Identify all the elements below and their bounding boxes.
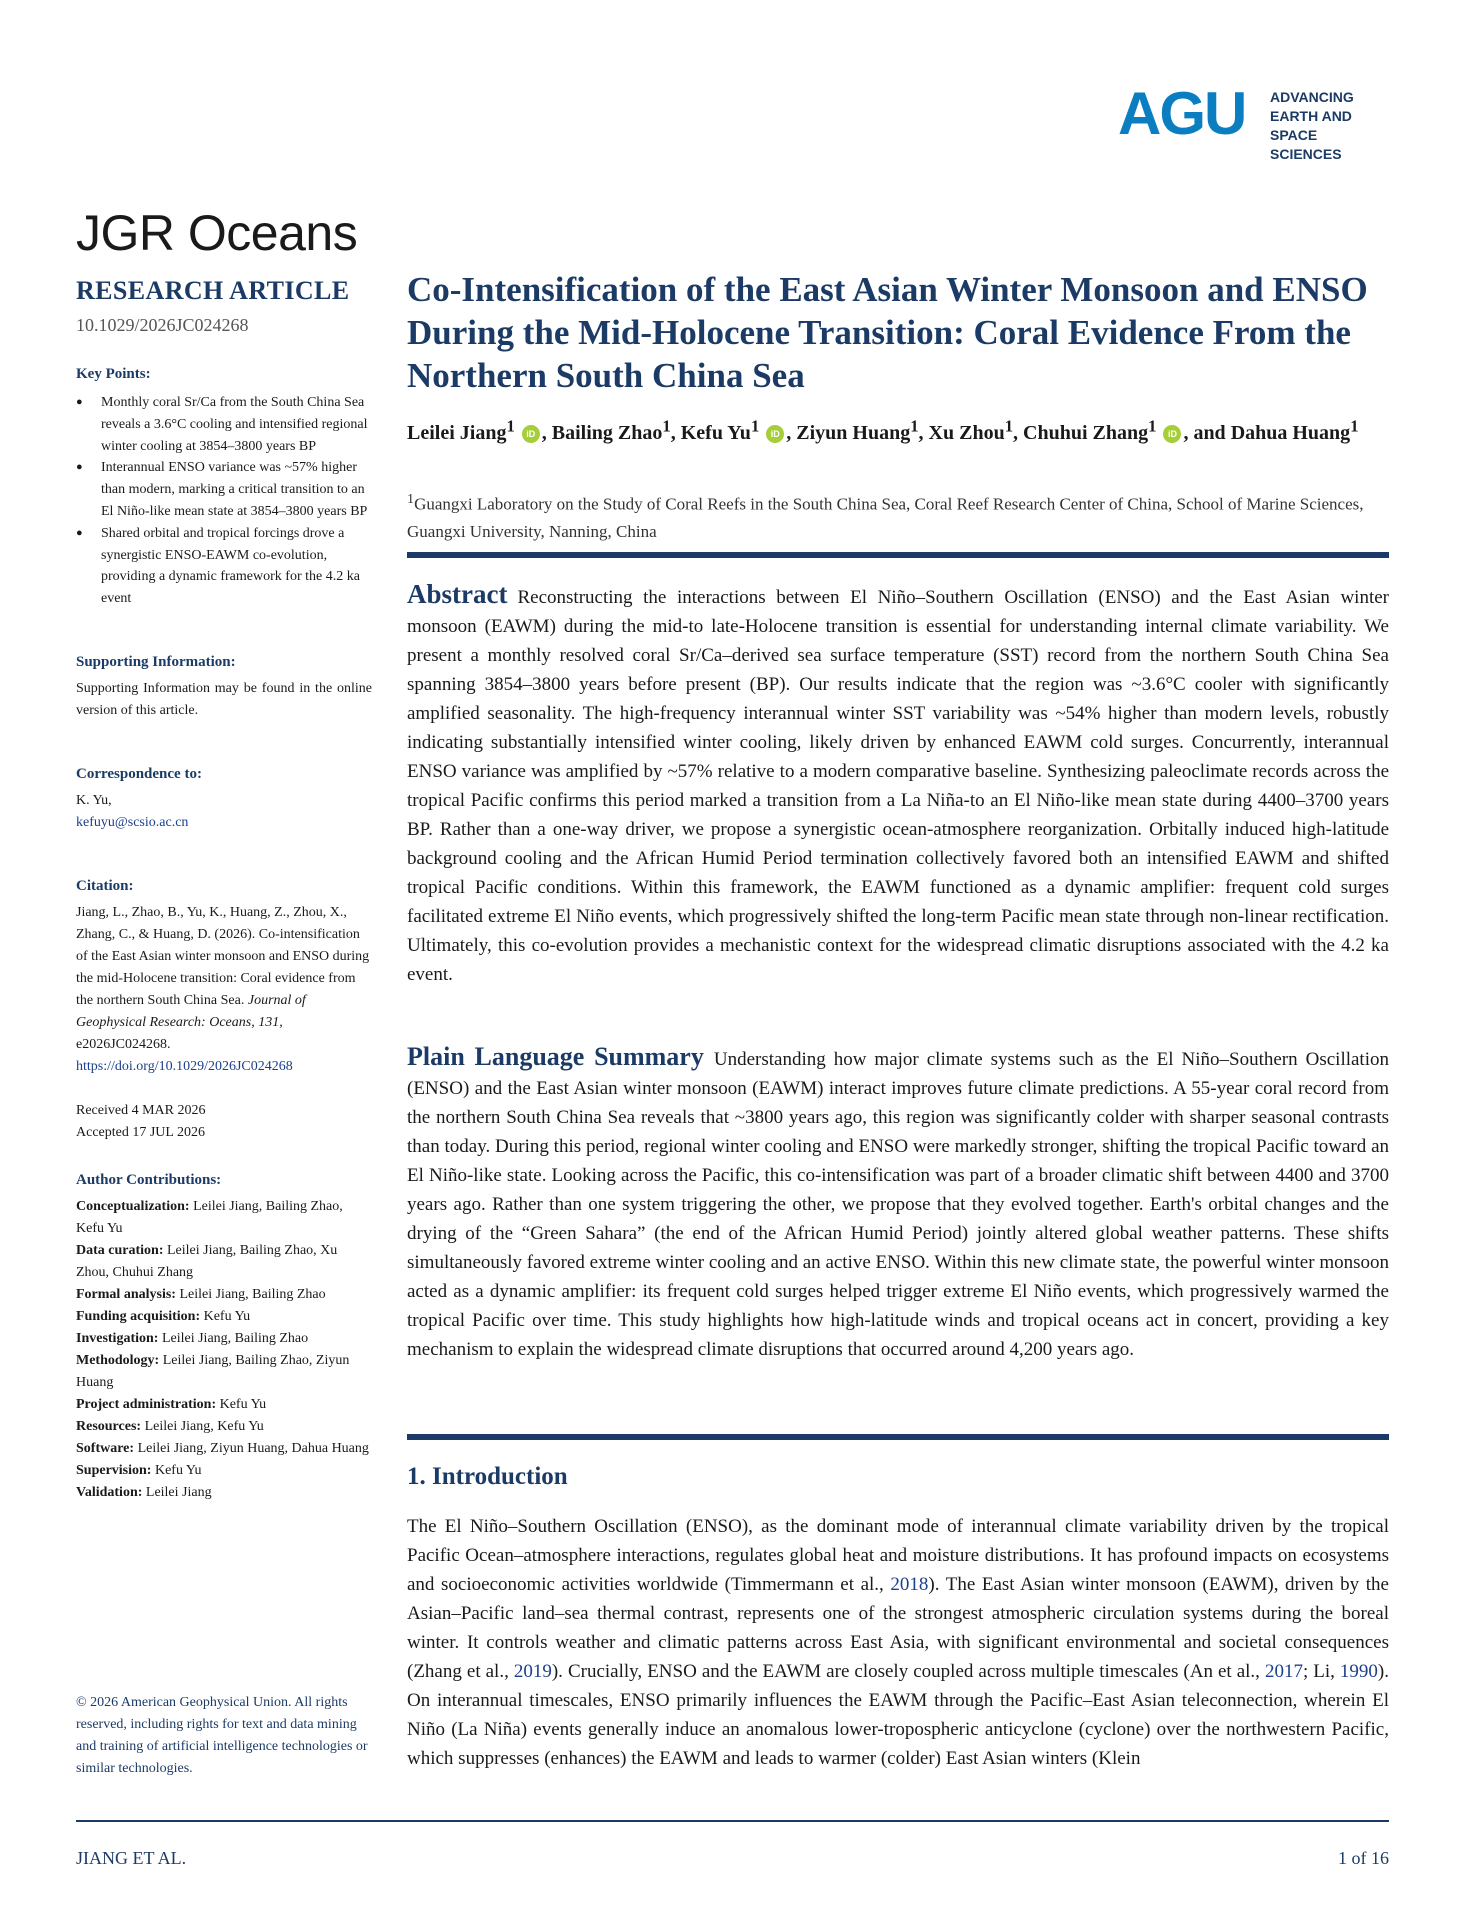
citation-doi-link[interactable]: https://doi.org/10.1029/2026JC024268 xyxy=(76,1058,293,1074)
reference-link[interactable]: 1990 xyxy=(1339,1661,1378,1682)
contribution-names: Leilei Jiang, Ziyun Huang, Dahua Huang xyxy=(134,1440,369,1456)
supporting-info-text: Supporting Information may be found in the online version of this article. xyxy=(76,680,372,718)
contribution-role: Methodology: xyxy=(76,1352,160,1368)
author-affiliation-marker: 1 xyxy=(506,416,515,435)
key-point: ● Interannual ENSO variance was ~57% higher than modern, marking a critical transition to an El Niño-like mean state at 3854–3800 years BP xyxy=(76,457,372,522)
author-affiliation-marker: 1 xyxy=(910,416,919,435)
author-affiliation-marker: 1 xyxy=(750,416,760,435)
author-name: Ziyun Huang xyxy=(796,421,911,444)
author-name: Bailing Zhao xyxy=(551,421,663,444)
author xyxy=(796,416,929,444)
contribution-role: Software: xyxy=(76,1440,135,1456)
author xyxy=(551,416,681,444)
affiliation-marker: 1 xyxy=(407,491,415,507)
contribution-role: Project administration: xyxy=(76,1396,217,1412)
section-divider xyxy=(407,1434,1389,1440)
contribution-names: Leilei Jiang, Bailing Zhao, Xu Zhou, Chuhui Zhang xyxy=(76,1242,338,1280)
orcid-icon[interactable]: iD xyxy=(522,425,540,443)
contribution-item xyxy=(76,1460,372,1482)
contribution-role: Investigation: xyxy=(76,1330,159,1346)
intro-text-run: ). The East Asian winter monsoon (EAWM), driven by the Asian–Pacific land–sea thermal contrast, represents one of the strongest atmospheric circulation systems during the boreal winter. It controls weather and climatic patterns across East Asia, with significant environmental and societal consequences (Zhang et al., xyxy=(407,1574,1389,1682)
footer-authors: JIANG ET AL. xyxy=(76,1848,187,1868)
contribution-role: Resources: xyxy=(76,1418,142,1434)
contribution-names: Leilei Jiang, Bailing Zhao, Kefu Yu xyxy=(76,1198,343,1236)
affiliation xyxy=(407,486,1389,545)
contribution-role: Validation: xyxy=(76,1484,143,1500)
author-affiliation-marker: 1 xyxy=(662,416,671,435)
author-affiliation-marker: 1 xyxy=(1004,416,1014,435)
author-name: Xu Zhou xyxy=(928,421,1005,444)
author xyxy=(407,416,552,444)
correspondence-name: K. Yu, xyxy=(76,792,112,808)
key-point: ● Shared orbital and tropical forcings drove a synergistic ENSO-EAWM co-evolution, providing a dynamic framework for the 4.2 ka event xyxy=(76,523,372,610)
received-date: Received 4 MAR 2026 xyxy=(76,1102,206,1118)
author-affiliation-marker: 1 xyxy=(1148,416,1157,435)
paper-title: Co-Intensification of the East Asian Winter Monsoon and ENSO During the Mid-Holocene Transition: Coral Evidence From the Northern South China Sea xyxy=(407,270,1368,395)
author xyxy=(1023,416,1231,444)
citation-block xyxy=(76,902,372,1078)
citation-text: Jiang, L., Zhao, B., Yu, K., Huang, Z., Zhou, X., Zhang, C., & Huang, D. (2026). Co-intensification of the East Asian winter monsoon and ENSO during the mid-Holocene transition: Coral evidence from the northern South China Sea. xyxy=(76,904,370,1008)
author-separator: , xyxy=(541,421,552,444)
agu-tagline-line: SPACE SCIENCES xyxy=(1270,127,1342,162)
author xyxy=(680,416,797,444)
correspondence-heading: Correspondence to: xyxy=(76,765,202,782)
contribution-item xyxy=(76,1240,372,1284)
contribution-names: Kefu Yu xyxy=(200,1308,251,1324)
author-separator: , xyxy=(670,421,681,444)
abstract-text: Reconstructing the interactions between El Niño–Southern Oscillation (ENSO) and the East Asian winter monsoon (EAWM) during the mid-to late-Holocene transition is essential for understanding internal climate variability. We present a monthly resolved coral Sr/Ca–derived sea surface temperature (SST) record from the northern South China Sea spanning 3854–3800 years before present (BP). Our results indicate that the region was ~3.6°C cooler with significantly amplified seasonality. The high-frequency interannual winter SST variability was ~54% higher than modern levels, robustly indicating substantially intensified winter cooling, likely driven by enhanced EAWM cold surges. Concurrently, interannual ENSO variance was amplified by ~57% relative to a modern comparative baseline. Synthesizing paleoclimate records across the tropical Pacific confirms this period marked a transition from a La Niña-to an El Niño-like mean state during 4400–3700 years BP. Rather than a one-way driver, we propose a synergistic ocean-atmosphere reorganization. Orbitally induced high-latitude background cooling and the African Humid Period termination collectively favored both an intensified EAWM and shifted tropical Pacific conditions. Within this framework, the EAWM functioned as a dynamic amplifier: frequent cold surges facilitated extreme El Niño events, which progressively shifted the long-term Pacific mean state through non-linear rectification. Ultimately, this co-evolution provides a mechanistic context for the widespread climatic disruptions associated with the 4.2 ka event. xyxy=(407,587,1389,985)
accepted-date: Accepted 17 JUL 2026 xyxy=(76,1124,205,1140)
pls-text: Understanding how major climate systems such as the El Niño–Southern Oscillation (ENSO) and the East Asian winter monsoon (EAWM) interact improves future climate predictions. A 55-year coral record from the northern South China Sea reveals that ~3800 years ago, this region was significantly colder with sharper seasonal contrasts than today. During this period, regional winter cooling and ENSO were markedly stronger, shifting the tropical Pacific toward an El Niño-like state. Looking across the Pacific, this co-intensification was part of a broader climatic shift between 4400 and 3700 years ago. Rather than one system triggering the other, we propose that they evolved together. Earth's orbital changes and the drying of the “Green Sahara” (the end of the African Humid Period) jointly altered global weather patterns. These shifts simultaneously favored extreme winter cooling and an active ENSO. Within this new climate state, the powerful winter monsoon acted as a dynamic amplifier: its frequent cold surges helped trigger extreme El Niño events, which progressively warmed the tropical Pacific over time. This study highlights how high-latitude winds and tropical oceans act in concert, providing a key mechanism to explain the widespread climate disruptions that occurred around 4,200 years ago. xyxy=(407,1049,1389,1360)
author-contributions-heading: Author Contributions: xyxy=(76,1171,222,1188)
correspondence-email[interactable]: kefuyu@scsio.ac.cn xyxy=(76,814,189,830)
author-list xyxy=(407,412,1389,447)
contribution-names: Leilei Jiang, Bailing Zhao, Ziyun Huang xyxy=(76,1352,350,1390)
author-separator: , xyxy=(786,421,797,444)
contribution-names: Leilei Jiang, Kefu Yu xyxy=(141,1418,264,1434)
contribution-item xyxy=(76,1328,372,1350)
orcid-icon[interactable]: iD xyxy=(766,425,784,443)
contribution-item xyxy=(76,1482,372,1504)
author-name: Chuhui Zhang xyxy=(1023,421,1149,444)
contribution-item xyxy=(76,1350,372,1394)
intro-text-run: ). On interannual timescales, ENSO primarily influences the EAWM through the Pacific–East Asian teleconnection, wherein El Niño (La Niña) events generally induce an anomalous lower-tropospheric anticyclone (cyclone) over the northwestern Pacific, which suppresses (enhances) the EAWM and leads to warmer (colder) East Asian winters (Klein xyxy=(407,1661,1389,1769)
abstract xyxy=(407,580,1389,989)
page-number: 1 of 16 xyxy=(1338,1848,1389,1868)
contribution-item xyxy=(76,1416,372,1438)
citation-id: e2026JC024268. xyxy=(76,1036,171,1052)
author-name: Dahua Huang xyxy=(1230,421,1351,444)
agu-logo xyxy=(1118,80,1390,162)
contribution-names: Leilei Jiang xyxy=(142,1484,212,1500)
contribution-item xyxy=(76,1306,372,1328)
author xyxy=(928,416,1024,444)
contribution-item xyxy=(76,1284,372,1306)
author-separator: , xyxy=(1013,421,1024,444)
footer-divider xyxy=(76,1820,1389,1822)
author-separator: , and xyxy=(1183,421,1231,444)
contribution-item xyxy=(76,1196,372,1240)
supporting-info-heading: Supporting Information: xyxy=(76,653,236,670)
contribution-item xyxy=(76,1394,372,1416)
citation-heading: Citation: xyxy=(76,877,134,894)
journal-title: JGR Oceans xyxy=(76,205,358,261)
contribution-role: Funding acquisition: xyxy=(76,1308,201,1324)
author-name: Kefu Yu xyxy=(680,421,751,444)
agu-tagline-line: ADVANCING xyxy=(1270,89,1354,105)
contribution-role: Supervision: xyxy=(76,1462,152,1478)
author-contributions-list xyxy=(76,1196,372,1504)
plain-language-summary xyxy=(407,1042,1389,1364)
contribution-names: Leilei Jiang, Bailing Zhao xyxy=(158,1330,309,1346)
dates-block xyxy=(76,1100,372,1144)
left-sidebar xyxy=(76,276,372,1504)
author-affiliation-marker: 1 xyxy=(1350,416,1359,435)
agu-tagline-line: EARTH AND xyxy=(1270,108,1352,124)
affiliation-text: Guangxi Laboratory on the Study of Coral Reefs in the South China Sea, Coral Reef Research Center of China, School of Marine Sciences, Guangxi University, Nanning, China xyxy=(407,494,1364,541)
article-type: RESEARCH ARTICLE xyxy=(76,276,350,305)
agu-tagline xyxy=(1270,88,1390,164)
contribution-role: Conceptualization: xyxy=(76,1198,190,1214)
contribution-names: Leilei Jiang, Bailing Zhao xyxy=(175,1286,326,1302)
citation-journal: Journal of Geophysical Research: Oceans, 131, xyxy=(76,992,306,1030)
correspondence-block xyxy=(76,790,372,834)
reference-link[interactable]: 2019 xyxy=(513,1661,552,1682)
contribution-names: Kefu Yu xyxy=(216,1396,267,1412)
contribution-role: Formal analysis: xyxy=(76,1286,176,1302)
orcid-icon[interactable]: iD xyxy=(1163,425,1181,443)
reference-link[interactable]: 2017 xyxy=(1264,1661,1303,1682)
section-divider xyxy=(407,552,1389,558)
copyright-notice: © 2026 American Geophysical Union. All rights reserved, including rights for text and data mining and training of artificial intelligence technologies or similar technologies. xyxy=(76,1695,368,1776)
agu-logo-mark: AGU xyxy=(1118,80,1246,147)
author-name: Leilei Jiang xyxy=(407,421,507,444)
intro-text-run: ). Crucially, ENSO and the EAWM are closely coupled across multiple timescales (An et al., xyxy=(551,1661,1265,1682)
author xyxy=(1230,416,1359,444)
key-points-heading: Key Points: xyxy=(76,366,151,382)
abstract-label: Abstract xyxy=(407,579,508,609)
introduction-heading: 1. Introduction xyxy=(407,1463,568,1490)
contribution-role: Data curation: xyxy=(76,1242,164,1258)
contribution-names: Kefu Yu xyxy=(151,1462,202,1478)
reference-link[interactable]: 2018 xyxy=(890,1574,929,1595)
contribution-item xyxy=(76,1438,372,1460)
pls-label: Plain Language Summary xyxy=(407,1042,704,1071)
doi: 10.1029/2026JC024268 xyxy=(76,315,249,335)
author-separator: , xyxy=(918,421,929,444)
introduction-text xyxy=(407,1512,1389,1773)
key-points-list xyxy=(76,392,372,610)
intro-text-run: The El Niño–Southern Oscillation (ENSO), as the dominant mode of interannual climate variability driven by the tropical Pacific Ocean–atmosphere interactions, regulates global heat and moisture distributions. It has profound impacts on ecosystems and socioeconomic activities worldwide (Timmermann et al., xyxy=(407,1516,1389,1595)
intro-text-run: ; Li, xyxy=(1302,1661,1340,1682)
key-point: ● Monthly coral Sr/Ca from the South China Sea reveals a 3.6°C cooling and intensified regional winter cooling at 3854–3800 years BP xyxy=(76,392,372,457)
